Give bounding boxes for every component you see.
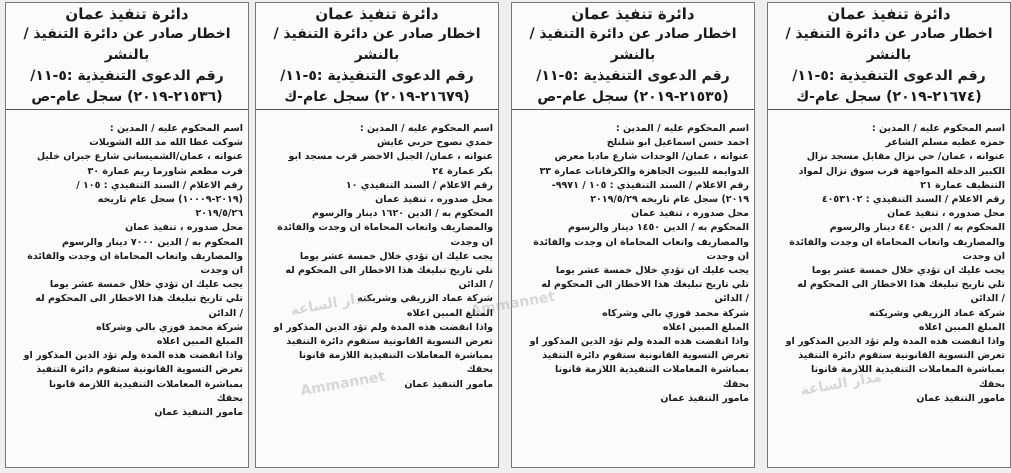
notice-line: قرب مطعم شاورما ريم عمارة ٣٠ [87,165,243,177]
notice-line: شركة محمد فوزي بالي وشركاه [602,307,749,319]
notice-line: والمصاريف واتعاب المحاماة ان وجدت والفائدة [789,236,1005,248]
notice-line: عنوانه ، عمان/ حي نزال مقابل مسجد نزال [806,151,1005,163]
notice-column [255,2,499,468]
notice-line: بمباشرة المعاملات التنفيذية اللازمة قانونا [811,364,1005,376]
notice-line: محل صدوره ، تنفيذ عمان [631,208,749,220]
notice-line: ان وجدت [450,236,493,248]
notice-line: / الدائن [458,279,493,291]
notice-header: دائرة تنفيذ عمان [315,5,439,23]
notice-line: شركة عماد الزريقي وشريكته [357,293,493,305]
case-number-label: رقم الدعوى التنفيذية :٥-١١/ [30,68,224,84]
case-number: (٢١٦٧٤-٢٠١٩) سجل عام-ك [796,89,982,105]
divider [6,109,248,110]
notice-signature: مامور التنفيذ عمان [660,392,749,404]
notice-line: محل صدوره ، تنفيذ عمان [125,222,243,234]
divider [256,109,498,110]
divider [512,109,754,110]
notice-line: بحقك [216,392,243,404]
notice-line: يجب عليك ان تؤدي خلال خمسة عشر يوما [49,279,243,291]
notice-line: رقم الاعلام / السند التنفيذي : ١٠٥ / ٩٩٧١- [551,179,749,191]
notice-line: ان وجدت [706,250,749,262]
case-number: (٢١٥٣٦-٢٠١٩) سجل عام-ص [31,89,223,105]
watermark-text: Ammannet [469,288,557,320]
notice-column [767,2,1011,468]
notice-line: بحقك [722,378,749,390]
notice-body [773,122,1005,406]
notice-column [5,2,249,468]
notice-line: محل صدوره ، تنفيذ عمان [375,194,493,206]
notice-line: المحكوم به / الدين ٤٤٠ دينار والرسوم [829,222,1005,234]
notice-line: واذا انقضت هذه المدة ولم تؤد الدين المذكور او [529,336,749,348]
notice-line: رقم الاعلام / السند التنفيذي ١٠ [345,179,493,191]
notice-line: المحكوم به / الدين ٧٠٠٠ دينار والرسوم [61,236,243,248]
notice-line: المبلغ المبين اعلاه [156,336,243,348]
notice-line: تعرض التسوية القانونية ستقوم دائرة التنفيذ [36,364,243,376]
notice-body [517,122,749,406]
notice-line: ٢٠١٩) سجل عام تاريخه ٢٠١٩/٥/٢٩ [590,194,749,206]
notice-line: بمباشرة المعاملات التنفيذية اللازمة قانونا [49,378,243,390]
notice-line: عنوانه ، عمان/ الوحدات شارع مادبا معرض [554,151,749,163]
notice-line: اسم المحكوم عليه / المدين : [871,123,1005,134]
divider [768,109,1010,110]
notice-line: ان وجدت [962,250,1005,262]
notice-line: رقم الاعلام / السند التنفيذي : ١٠٥ / [76,179,243,191]
notice-line: عنوانه ، عمان/ الجبل الاخضر قرب مسجد ابو [288,151,493,163]
notice-signature: مامور التنفيذ عمان [916,392,1005,404]
notice-line: يجب عليك ان تؤدي خلال خمسة عشر يوما [811,265,1005,277]
notice-header: دائرة تنفيذ عمان [571,5,695,23]
notice-line: المبلغ المبين اعلاه [662,321,749,333]
notice-line: شوكت عطا الله مد الله الشويلات [89,137,243,149]
watermark-text: Ammannet [299,368,387,400]
notice-line: المبلغ المبين اعلاه [918,321,1005,333]
notice-line: يجب عليك ان تؤدي خلال خمسة عشر يوما [299,250,493,262]
case-number: (٢١٥٣٥-٢٠١٩) سجل عام-ص [537,89,729,105]
notice-line: محل صدوره ، تنفيذ عمان [887,208,1005,220]
notice-line: المحكوم به / الدين ١٤٥٠ دينار والرسوم [567,222,749,234]
notice-line: والمصاريف واتعاب المحاماة ان وجدت والفائدة [277,222,493,234]
case-number: (٢١٦٧٩-٢٠١٩) سجل عام-ك [284,89,470,105]
notice-line: تعرض التسوية القانونية ستقوم دائرة التنفيذ [542,350,749,362]
notice-subheader: اخطار صادر عن دائرة التنفيذ / بالنشر [529,26,737,63]
notice-subheader: اخطار صادر عن دائرة التنفيذ / بالنشر [273,26,481,63]
notice-line: تلي تاريخ تبليغك هذا الاخطار الى المحكوم له [797,279,1005,291]
notice-line: التنظيف عمارة ٢١ [920,179,1005,191]
notice-line: واذا انقضت هذه المدة ولم تؤد الدين المذكور او [273,321,493,333]
notice-line: المحكوم به / الدين ١٦٢٠ دينار والرسوم [311,208,493,220]
notice-subheader: اخطار صادر عن دائرة التنفيذ / بالنشر [23,26,231,63]
notice-line: حمدي نصوح حربي عايش [376,137,493,149]
case-number-label: رقم الدعوى التنفيذية :٥-١١/ [536,68,730,84]
notice-signature: مامور التنفيذ عمان [404,378,493,390]
notice-header: دائرة تنفيذ عمان [827,5,951,23]
notice-line: ٢٠١٩/٥/٢٦ [195,208,243,220]
notice-line: / الدائن [714,293,749,305]
notice-line: يجب عليك ان تؤدي خلال خمسة عشر يوما [555,265,749,277]
notice-line: تلي تاريخ تبليغك هذا الاخطار الى المحكوم له [285,265,493,277]
notice-line: شركة محمد فوزي بالي وشركاه [96,321,243,333]
notice-subheader: اخطار صادر عن دائرة التنفيذ / بالنشر [785,26,993,63]
notice-line: واذا انقضت هذه المدة ولم تؤد الدين المذكور او [785,336,1005,348]
notice-line: اسم المحكوم عليه / المدين : [109,123,243,134]
notice-line: بحقك [978,378,1005,390]
notice-line: ان وجدت [200,265,243,277]
notice-line: احمد حسن اسماعيل ابو شلنلخ [606,137,749,149]
notice-line: تلي تاريخ تبليغك هذا الاخطار الى المحكوم له [35,293,243,305]
notice-line: بمباشرة المعاملات التنفيذية اللازمة قانونا [299,350,493,362]
notice-line: بحقك [466,364,493,376]
notice-line: والمصاريف واتعاب المحاماة ان وجدت والفائدة [27,250,243,262]
notice-line: واذا انقضت هذه المدة ولم تؤد الدين المذكور او [23,350,243,362]
notice-column [511,2,755,468]
notice-line: تلي تاريخ تبليغك هذا الاخطار الى المحكوم له [541,279,749,291]
notice-line: / الدائن [970,293,1005,305]
notice-line: (٢٠١٩-١٠٠٠٩) سجل عام تاريخه [97,194,243,206]
notice-line: حمزه عطيه مسلم الشاعر [885,137,1005,149]
notice-line: تعرض التسوية القانونية ستقوم دائرة التنفيذ [798,350,1005,362]
notice-line: رقم الاعلام / السند التنفيذي : ٤٠٥٣١٠٢ [821,194,1005,206]
case-number-label: رقم الدعوى التنفيذية :٥-١١/ [792,68,986,84]
notice-line: والمصاريف واتعاب المحاماة ان وجدت والفائدة [533,236,749,248]
notice-line: الكبير الدخلة المواجهة قرب سوق نزال لمواد [798,165,1005,177]
notice-line: الدوايمه للبيوت الجاهزة والكرفانات عمارة ٣٣ [539,165,749,177]
case-number-label: رقم الدعوى التنفيذية :٥-١١/ [280,68,474,84]
notice-body [11,122,243,420]
notice-line: بمباشرة المعاملات التنفيذية اللازمة قانونا [555,364,749,376]
notice-line: بكر عمارة ٢٤ [432,165,493,177]
watermark-text: مدار الساعة [289,288,373,320]
notice-line: / الدائن [208,307,243,319]
notice-line: شركة عماد الزريقي وشريكته [869,307,1005,319]
notice-line: عنوانه ، عمان/الشميساني شارع جبران خليل [36,151,243,163]
notice-line: اسم المحكوم عليه / المدين : [615,123,749,134]
notice-line: المبلغ المبين اعلاه [406,307,493,319]
notice-line: اسم المحكوم عليه / المدين : [359,123,493,134]
watermark-text: مدار الساعة [799,368,883,400]
notice-signature: مامور التنفيذ عمان [154,407,243,419]
notice-line: تعرض التسوية القانونية ستقوم دائرة التنفيذ [286,336,493,348]
notice-header: دائرة تنفيذ عمان [65,5,189,23]
notice-body [261,122,493,392]
